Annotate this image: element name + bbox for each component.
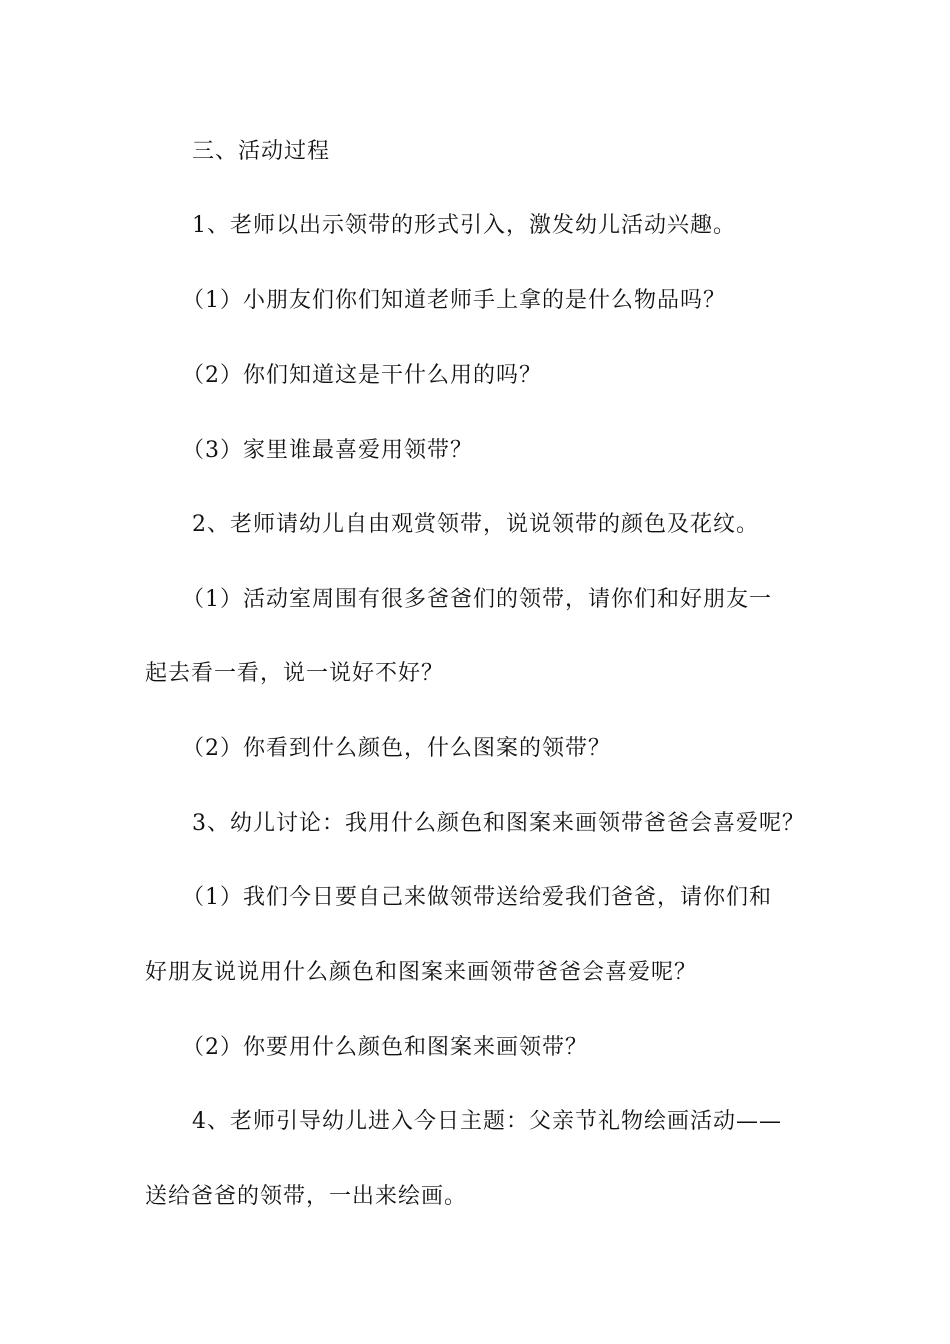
paragraph-question-3-1-cont: 好朋友说说用什么颜色和图案来画领带爸爸会喜爱呢？: [145, 960, 698, 985]
paragraph-question-1-3: （3）家里谁最喜爱用领带？: [182, 438, 473, 463]
paragraph-step-4: 4、老师引导幼儿进入今日主题：父亲节礼物绘画活动——: [192, 1109, 782, 1134]
paragraph-step-4-cont: 送给爸爸的领带，一出来绘画。: [145, 1184, 468, 1209]
paragraph-question-1-2: （2）你们知道这是干什么用的吗？: [182, 363, 542, 388]
paragraph-question-2-1: （1）活动室周围有很多爸爸们的领带，请你们和好朋友一: [182, 587, 772, 612]
paragraph-step-1: 1、老师以出示领带的形式引入，激发幼儿活动兴趣。: [192, 213, 736, 238]
paragraph-question-1-1: （1）小朋友们你们知道老师手上拿的是什么物品吗？: [182, 288, 726, 313]
section-heading: 三、活动过程: [192, 139, 331, 164]
paragraph-question-3-1: （1）我们今日要自己来做领带送给爱我们爸爸，请你们和: [182, 885, 772, 910]
paragraph-step-3: 3、幼儿讨论：我用什么颜色和图案来画领带爸爸会喜爱呢？: [192, 811, 805, 836]
paragraph-question-2-1-cont: 起去看一看，说一说好不好？: [145, 661, 445, 686]
paragraph-question-2-2: （2）你看到什么颜色，什么图案的领带？: [182, 736, 611, 761]
paragraph-question-3-2: （2）你要用什么颜色和图案来画领带？: [182, 1035, 588, 1060]
paragraph-step-2: 2、老师请幼儿自由观赏领带，说说领带的颜色及花纹。: [192, 512, 759, 537]
